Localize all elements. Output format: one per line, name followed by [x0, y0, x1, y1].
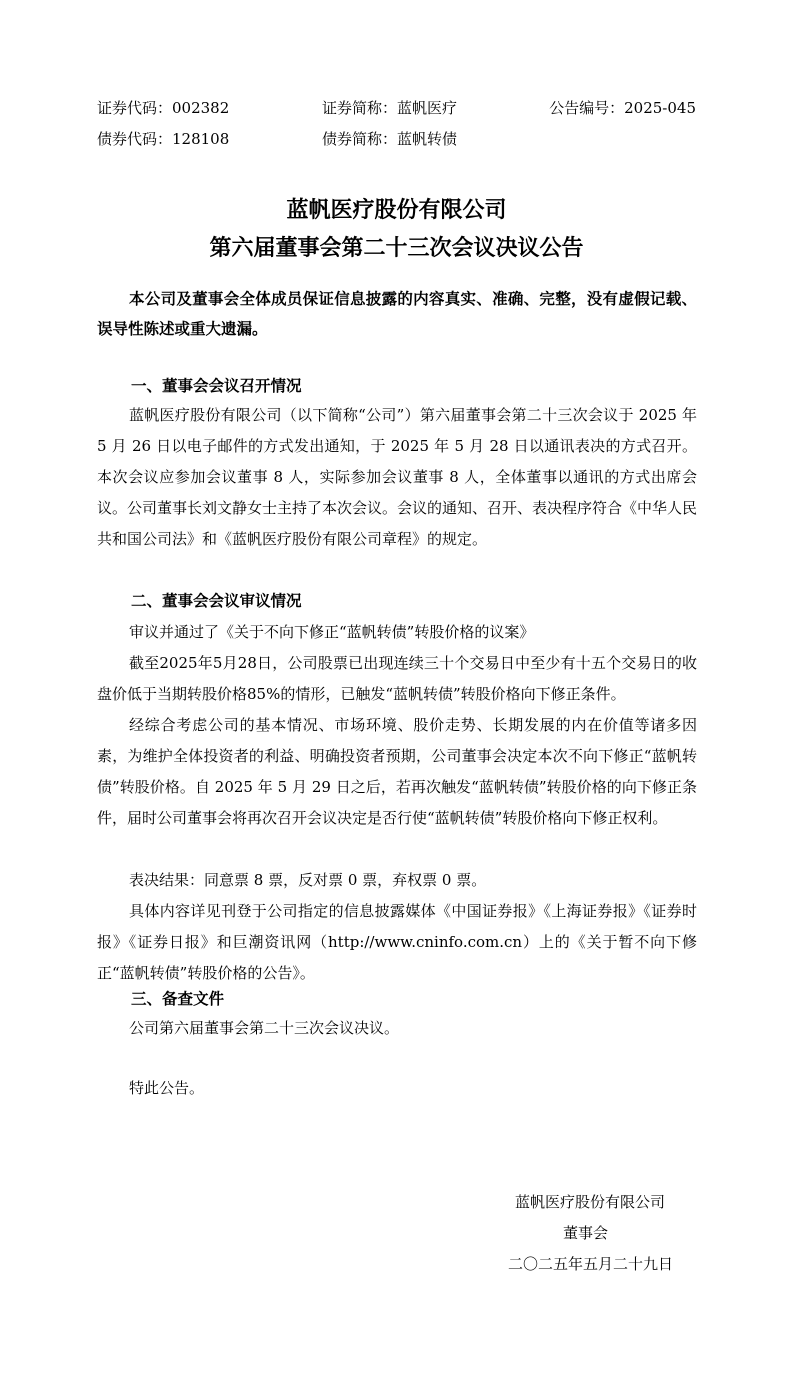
section-2-heading: 二、董事会会议审议情况	[131, 592, 302, 610]
bond-short-name: 债券简称：蓝帆转债	[322, 130, 458, 148]
company-title: 蓝帆医疗股份有限公司	[286, 198, 507, 223]
section-2-trigger-paragraph: 截至2025年5月28日，公司股票已出现连续三十个交易日中至少有十五个交易日的收盘价低于当期转股价格85%的情形，已触发“蓝帆转债”转股价格向下修正条件。	[97, 654, 697, 703]
closing-text: 特此公告。	[129, 1079, 205, 1097]
disclosure-notice: 本公司及董事会全体成员保证信息披露的内容真实、准确、完整，没有虚假记载、误导性陈述或重大遗漏。	[97, 290, 697, 338]
stock-code: 证券代码：002382	[97, 99, 230, 117]
announcement-title: 第六届董事会第二十三次会议决议公告	[209, 236, 584, 261]
signature-board: 董事会	[562, 1224, 608, 1242]
section-3-heading: 三、备查文件	[131, 990, 225, 1008]
section-1-paragraph: 蓝帆医疗股份有限公司（以下简称“公司”）第六届董事会第二十三次会议于 2025 年 5 月 26 日以电子邮件的方式发出通知，于 2025 年 5 月 28 日以通讯表决的方式召开。本次会议应参加会议董事 8 人，实际参加会议董事 8 人，全体董事以通讯的方式出席会议。公司董事长刘文静女士主持了本次会议。会议的通知、召开、表决程序符合《中华人民共和国公司法》和《蓝帆医疗股份有限公司章程》的规定。	[97, 406, 698, 548]
bond-code: 债券代码：128108	[97, 130, 230, 148]
section-2-decision-paragraph: 经综合考虑公司的基本情况、市场环境、股价走势、长期发展的内在价值等诸多因素，为维护全体投资者的利益、明确投资者预期，公司董事会决定本次不向下修正“蓝帆转债”转股价格。自 2025 年 5 月 29 日之后，若再次触发“蓝帆转债”转股价格的向下修正条件，届时公司董事会将再次召开会议决定是否行使“蓝帆转债”转股价格向下修正权利。	[97, 716, 697, 827]
signature-date: 二〇二五年五月二十九日	[507, 1255, 673, 1273]
signature-company: 蓝帆医疗股份有限公司	[514, 1193, 665, 1211]
section-2-vote-result: 表决结果：同意票 8 票，反对票 0 票，弃权票 0 票。	[129, 871, 487, 889]
stock-short-name: 证券简称：蓝帆医疗	[322, 99, 458, 117]
section-3-paragraph: 公司第六届董事会第二十三次会议决议。	[129, 1019, 400, 1037]
section-2-resolution: 审议并通过了《关于不向下修正“蓝帆转债”转股价格的议案》	[129, 623, 535, 641]
section-1-heading: 一、董事会会议召开情况	[131, 377, 302, 395]
announcement-number: 公告编号：2025-045	[549, 99, 696, 117]
section-2-media-paragraph: 具体内容详见刊登于公司指定的信息披露媒体《中国证券报》《上海证券报》《证券时报》《证券日报》和巨潮资讯网（http://www.cninfo.com.cn）上的《关于暂不向下修正“蓝帆转债”转股价格的公告》。	[97, 902, 697, 982]
